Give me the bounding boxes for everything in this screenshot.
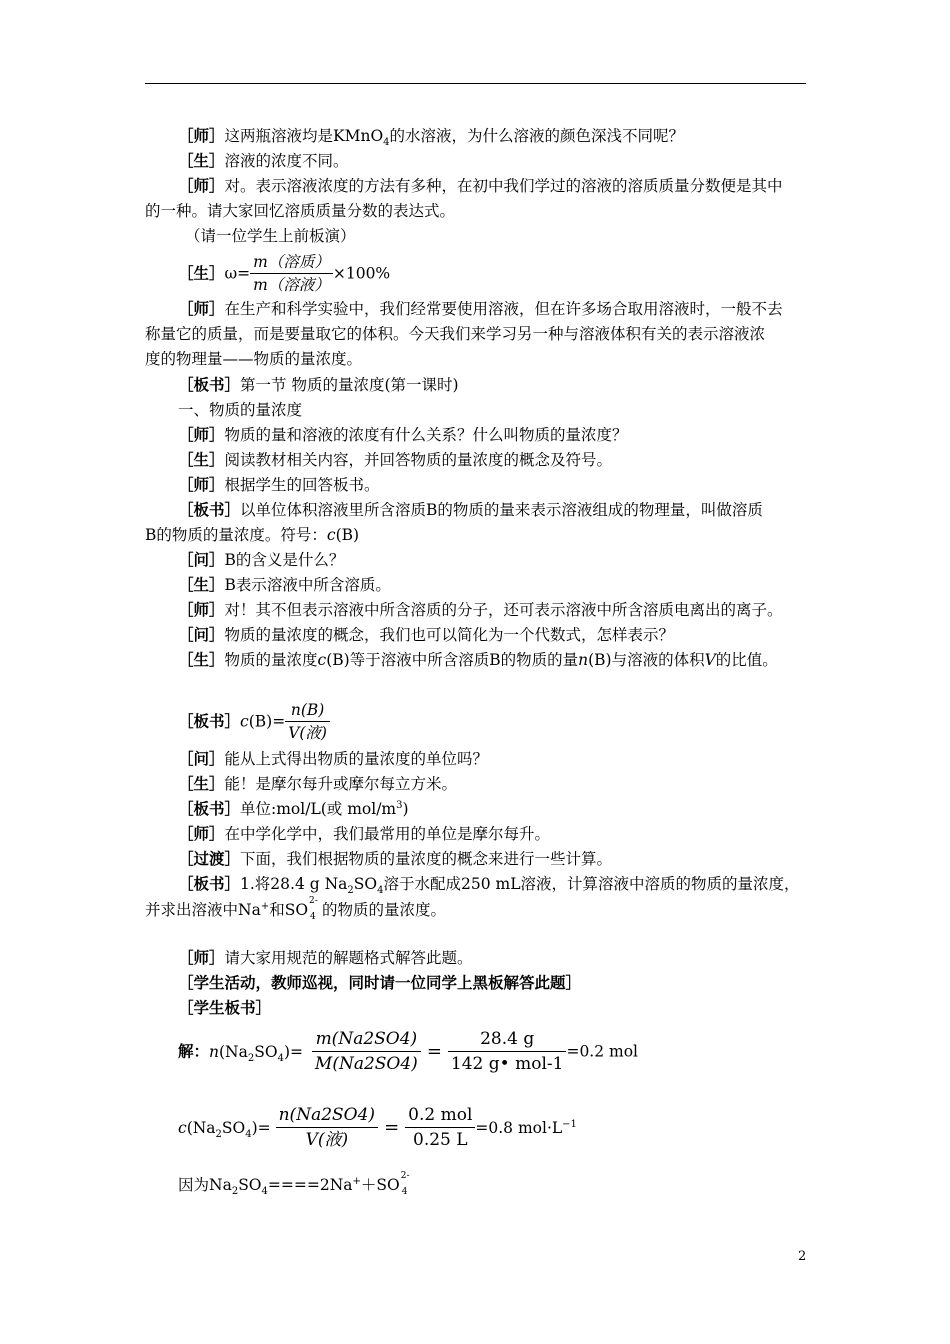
teacher-tag: ［师］ bbox=[178, 127, 225, 145]
line-17: ［问］B的含义是什么？ bbox=[178, 551, 345, 569]
line-21: ［生］物质的量浓度c(B)等于溶液中所含溶质B的物质的量n(B)与溶液的体积V的比值。 bbox=[178, 651, 778, 669]
question-tag: ［问］ bbox=[178, 551, 225, 569]
concentration-formula: ［板书］c(B)= $\frac{n(B)}{\text{V(液)}}$ bbox=[178, 700, 330, 743]
line-29: 并求出溶液中Na+和SO 2- 4 的物质的量浓度。 bbox=[145, 896, 447, 922]
mass-fraction-formula: ［生］ω= $\frac{\text{m（溶质）}}{\text{m（溶液）}}$ ×100% bbox=[178, 253, 391, 294]
solution-concentration: $c(Na_2SO_4)=$ $\frac{n(Na2SO4)}{\text{V(液)}}$ = $\frac{\text{0.2 mol}}{0.25 L}$ =0.8 $mol\cdot L^{-1}$ bbox=[178, 1105, 577, 1150]
student-board-note: ［学生板书］ bbox=[178, 999, 272, 1017]
line-3: ［师］对。表示溶液浓度的方法有多种，在初中我们学过的溶液的溶质质量分数便是其中 bbox=[178, 177, 783, 195]
line-10: ［板书］第一节 物质的量浓度(第一课时) bbox=[178, 376, 459, 394]
sulfate-ion: 和SO 2- 4 bbox=[269, 896, 318, 922]
student-activity-note: ［学生活动，教师巡视，同时请一位同学上黑板解答此题］ bbox=[178, 974, 582, 992]
line-14: ［师］根据学生的回答板书。 bbox=[178, 476, 380, 494]
header-rule bbox=[145, 83, 806, 84]
line-28: ［板书］1.将28.4 g $Na_2SO_4$溶于水配成250 mL溶液，计算溶液中溶质的物质的量浓度， bbox=[178, 875, 800, 897]
solution-moles: 解：$n(Na_2SO_4)=$ $\frac{m(Na2SO4)}{M(Na2SO4)}$ = $\frac{28.4 g}{\text{142 g• mol-1}}$ =0.2 mol bbox=[178, 1029, 639, 1074]
line-9: 度的物理量——物质的量浓度。 bbox=[145, 350, 363, 368]
line-24: ［生］能！是摩尔每升或摩尔每立方米。 bbox=[178, 775, 458, 793]
transition-tag: ［过渡］ bbox=[178, 850, 241, 868]
page-number: 2 bbox=[798, 1249, 807, 1264]
line-25: ［板书］单位:mol/L(或 mol/$m^3$) bbox=[178, 799, 409, 818]
concentration-value-fraction: $\frac{\text{0.2 mol}}{0.25 L}$ bbox=[405, 1104, 475, 1151]
line-23: ［问］能从上式得出物质的量浓度的单位吗？ bbox=[178, 750, 489, 768]
line-2: ［生］溶液的浓度不同。 bbox=[178, 152, 349, 170]
line-5: （请一位学生上前板演） bbox=[185, 227, 356, 245]
line-18: ［生］B表示溶液中所含溶质。 bbox=[178, 576, 391, 594]
concentration-calc-fraction: $\frac{n(Na2SO4)}{\text{V(液)}}$ bbox=[276, 1104, 378, 1151]
sulfate-ion: ＋SO 2- 4 bbox=[360, 1171, 410, 1197]
line-15: ［板书］以单位体积溶液里所含溶质B的物质的量来表示溶液组成的物理量，叫做溶质 bbox=[178, 501, 763, 519]
line-4: 的一种。请大家回忆溶质质量分数的表达式。 bbox=[145, 202, 456, 220]
line-13: ［生］阅读教材相关内容，并回答物质的量浓度的概念及符号。 bbox=[178, 451, 613, 469]
board-tag: ［板书］ bbox=[178, 376, 241, 394]
line-16: B的物质的量浓度。符号：c(B) bbox=[145, 526, 360, 544]
student-tag: ［生］ bbox=[178, 152, 225, 170]
line-27: ［过渡］下面，我们根据物质的量浓度的概念来进行一些计算。 bbox=[178, 850, 613, 868]
dissociation-equation: 因为$Na_2SO_4====2Na^++SO$ 2- 4 bbox=[178, 1171, 410, 1198]
line-30: ［师］请大家用规范的解题格式解答此题。 bbox=[178, 949, 473, 967]
line-19: ［师］对！其不但表示溶液中所含溶质的分子，还可表示溶液中所含溶质电离出的离子。 bbox=[178, 601, 783, 619]
mass-fraction-fraction: $\frac{\text{m（溶质）}}{\text{m（溶液）}}$ bbox=[250, 252, 333, 295]
line-8: 称量它的质量，而是要量取它的体积。今天我们来学习另一种与溶液体积有关的表示溶液浓 bbox=[145, 325, 766, 343]
line-26: ［师］在中学化学中，我们最常用的单位是摩尔每升。 bbox=[178, 825, 551, 843]
moles-value-fraction: $\frac{28.4 g}{\text{142 g• mol-1}}$ bbox=[448, 1028, 567, 1075]
concentration-fraction: $\frac{n(B)}{\text{V(液)}}$ bbox=[285, 700, 330, 743]
moles-fraction: $\frac{m(Na2SO4)}{M(Na2SO4)}$ bbox=[312, 1028, 421, 1075]
section-heading: 一、物质的量浓度 bbox=[178, 401, 303, 419]
line-20: ［问］物质的量浓度的概念，我们也可以简化为一个代数式，怎样表示？ bbox=[178, 626, 675, 644]
line-7: ［师］在生产和科学实验中，我们经常要使用溶液，但在许多场合取用溶液时，一般不去 bbox=[178, 300, 783, 318]
line-12: ［师］物质的量和溶液的浓度有什么关系？什么叫物质的量浓度？ bbox=[178, 426, 628, 444]
line-1: ［师］这两瓶溶液均是KMnO$_4$的水溶液，为什么溶液的颜色深浅不同呢？ bbox=[178, 127, 685, 149]
